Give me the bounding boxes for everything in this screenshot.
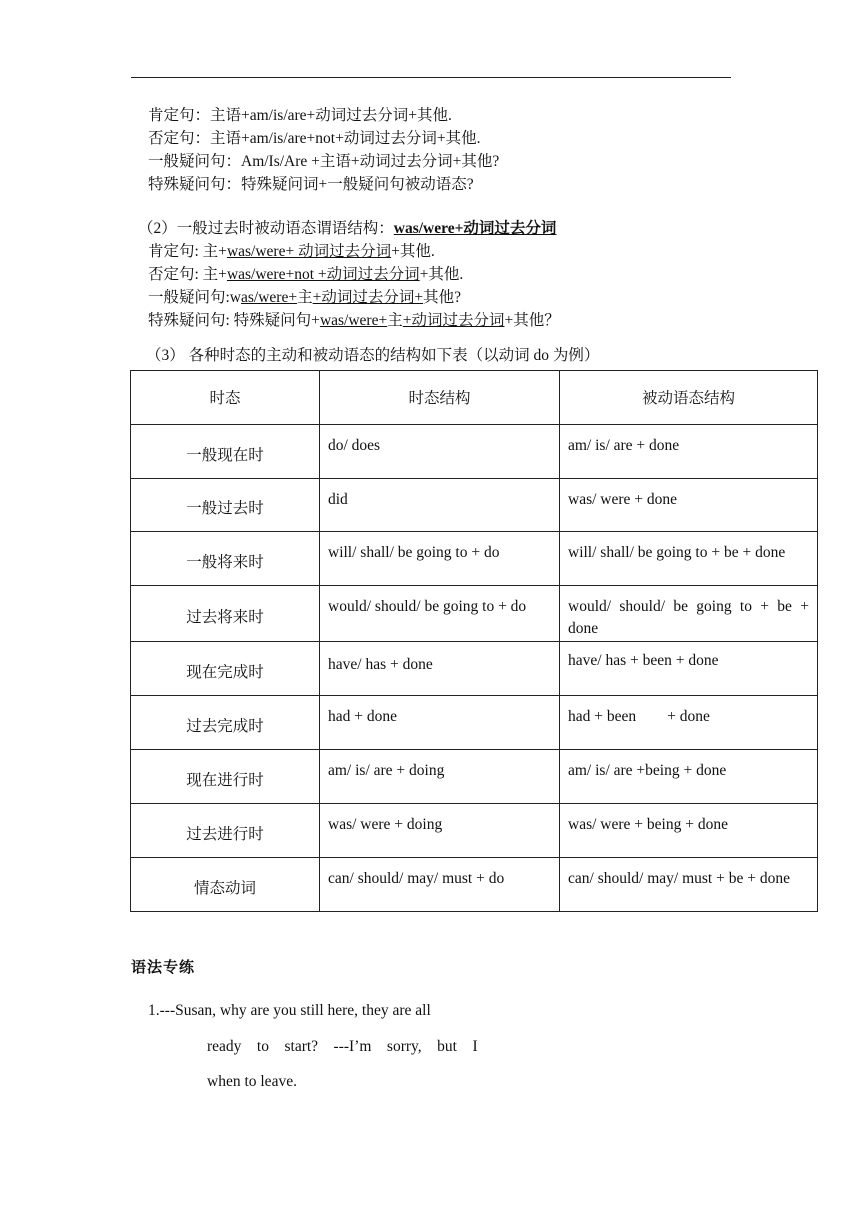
active-structure: do/ does bbox=[320, 425, 560, 479]
passive-structure: was/ were + being + done bbox=[560, 804, 818, 858]
present-special-question: 特殊疑问句：特殊疑问词+一般疑问句被动语态? bbox=[148, 176, 474, 193]
present-negative: 否定句：主语+am/is/are+not+动词过去分词+其他. bbox=[148, 130, 481, 147]
header-tense: 时态 bbox=[131, 371, 320, 425]
present-general-question: 一般疑问句：Am/Is/Are +主语+动词过去分词+其他? bbox=[148, 153, 500, 170]
table-row bbox=[131, 532, 818, 586]
past-neg-b: was/were+not +动词过去分词 bbox=[226, 266, 420, 283]
past-aff-a: 肯定句: 主+ bbox=[148, 243, 227, 260]
table-row bbox=[131, 804, 818, 858]
passive-structure: can/ should/ may/ must + be + done bbox=[560, 858, 818, 912]
passive-structure: am/ is/ are +being + done bbox=[560, 750, 818, 804]
passive-structure: am/ is/ are + done bbox=[560, 425, 818, 479]
table-row bbox=[131, 858, 818, 912]
section-title: 语法专练 bbox=[131, 958, 196, 976]
present-affirmative: 肯定句：主语+am/is/are+动词过去分词+其他. bbox=[148, 107, 452, 124]
header-active-structure: 时态结构 bbox=[320, 371, 560, 425]
past-gq-b: as/were+ bbox=[241, 289, 298, 306]
past-neg-a: 否定句: 主+ bbox=[148, 266, 227, 283]
active-structure: had + done bbox=[320, 696, 560, 750]
past-sq-b: was/were+ bbox=[319, 312, 388, 329]
header-rule bbox=[131, 77, 731, 78]
header-passive-structure: 被动语态结构 bbox=[560, 371, 818, 425]
past-gq-e: 其他? bbox=[423, 289, 461, 306]
active-structure: have/ has + done bbox=[320, 642, 560, 696]
tense-name: 情态动词 bbox=[131, 858, 320, 912]
table-row bbox=[131, 479, 818, 532]
tense-name: 一般过去时 bbox=[131, 479, 320, 532]
tense-table bbox=[130, 370, 818, 912]
tense-name: 一般现在时 bbox=[131, 425, 320, 479]
active-structure: did bbox=[320, 479, 560, 532]
table-row bbox=[131, 642, 818, 696]
past-negative bbox=[148, 265, 463, 285]
tense-name: 现在进行时 bbox=[131, 750, 320, 804]
past-gq-d: +动词过去分词+ bbox=[312, 289, 424, 306]
tense-name: 过去将来时 bbox=[131, 586, 320, 642]
past-special-question bbox=[148, 311, 560, 331]
active-structure: would/ should/ be going to + do bbox=[320, 586, 560, 642]
past-aff-b: was/were+ 动词过去分词 bbox=[226, 243, 392, 260]
past-passive-heading bbox=[138, 219, 556, 239]
past-sq-e: +其他？ bbox=[504, 312, 560, 329]
passive-structure: was/ were + done bbox=[560, 479, 818, 532]
past-sq-c: 主 bbox=[387, 312, 403, 329]
exercise-line-3: when to leave. bbox=[207, 1073, 297, 1090]
table-row bbox=[131, 586, 818, 642]
exercise-line-2: ready to start? ---I’m sorry, but I bbox=[207, 1038, 478, 1055]
table-row bbox=[131, 696, 818, 750]
table-row bbox=[131, 425, 818, 479]
passive-structure: have/ has + been + done bbox=[560, 642, 818, 696]
past-sq-a: 特殊疑问句: 特殊疑问句+ bbox=[148, 312, 320, 329]
past-heading-formula: was/were+动词过去分词 bbox=[393, 220, 557, 237]
passive-structure: will/ shall/ be going to + be + done bbox=[560, 532, 818, 586]
past-gq-a: 一般疑问句:w bbox=[148, 289, 242, 306]
tense-name: 一般将来时 bbox=[131, 532, 320, 586]
tense-name: 过去完成时 bbox=[131, 696, 320, 750]
exercise-line-1: 1.---Susan, why are you still here, they are all bbox=[148, 1002, 431, 1019]
past-gq-c: 主 bbox=[297, 289, 313, 306]
past-general-question bbox=[148, 288, 461, 308]
tense-name: 现在完成时 bbox=[131, 642, 320, 696]
passive-structure: would/ should/ be going to + be + done bbox=[560, 586, 818, 642]
past-heading-prefix: （2）一般过去时被动语态谓语结构： bbox=[138, 220, 394, 237]
tense-name: 过去进行时 bbox=[131, 804, 320, 858]
past-aff-c: +其他. bbox=[391, 243, 435, 260]
active-structure: can/ should/ may/ must + do bbox=[320, 858, 560, 912]
active-structure: will/ shall/ be going to + do bbox=[320, 532, 560, 586]
table-header-row bbox=[131, 371, 818, 425]
table-intro: （3） 各种时态的主动和被动语态的结构如下表（以动词 do 为例） bbox=[146, 347, 600, 364]
past-neg-c: +其他. bbox=[419, 266, 464, 283]
table-row bbox=[131, 750, 818, 804]
past-affirmative bbox=[148, 242, 435, 262]
passive-structure: had + been + done bbox=[560, 696, 818, 750]
past-sq-d: +动词过去分词 bbox=[402, 312, 505, 329]
active-structure: was/ were + doing bbox=[320, 804, 560, 858]
active-structure: am/ is/ are + doing bbox=[320, 750, 560, 804]
